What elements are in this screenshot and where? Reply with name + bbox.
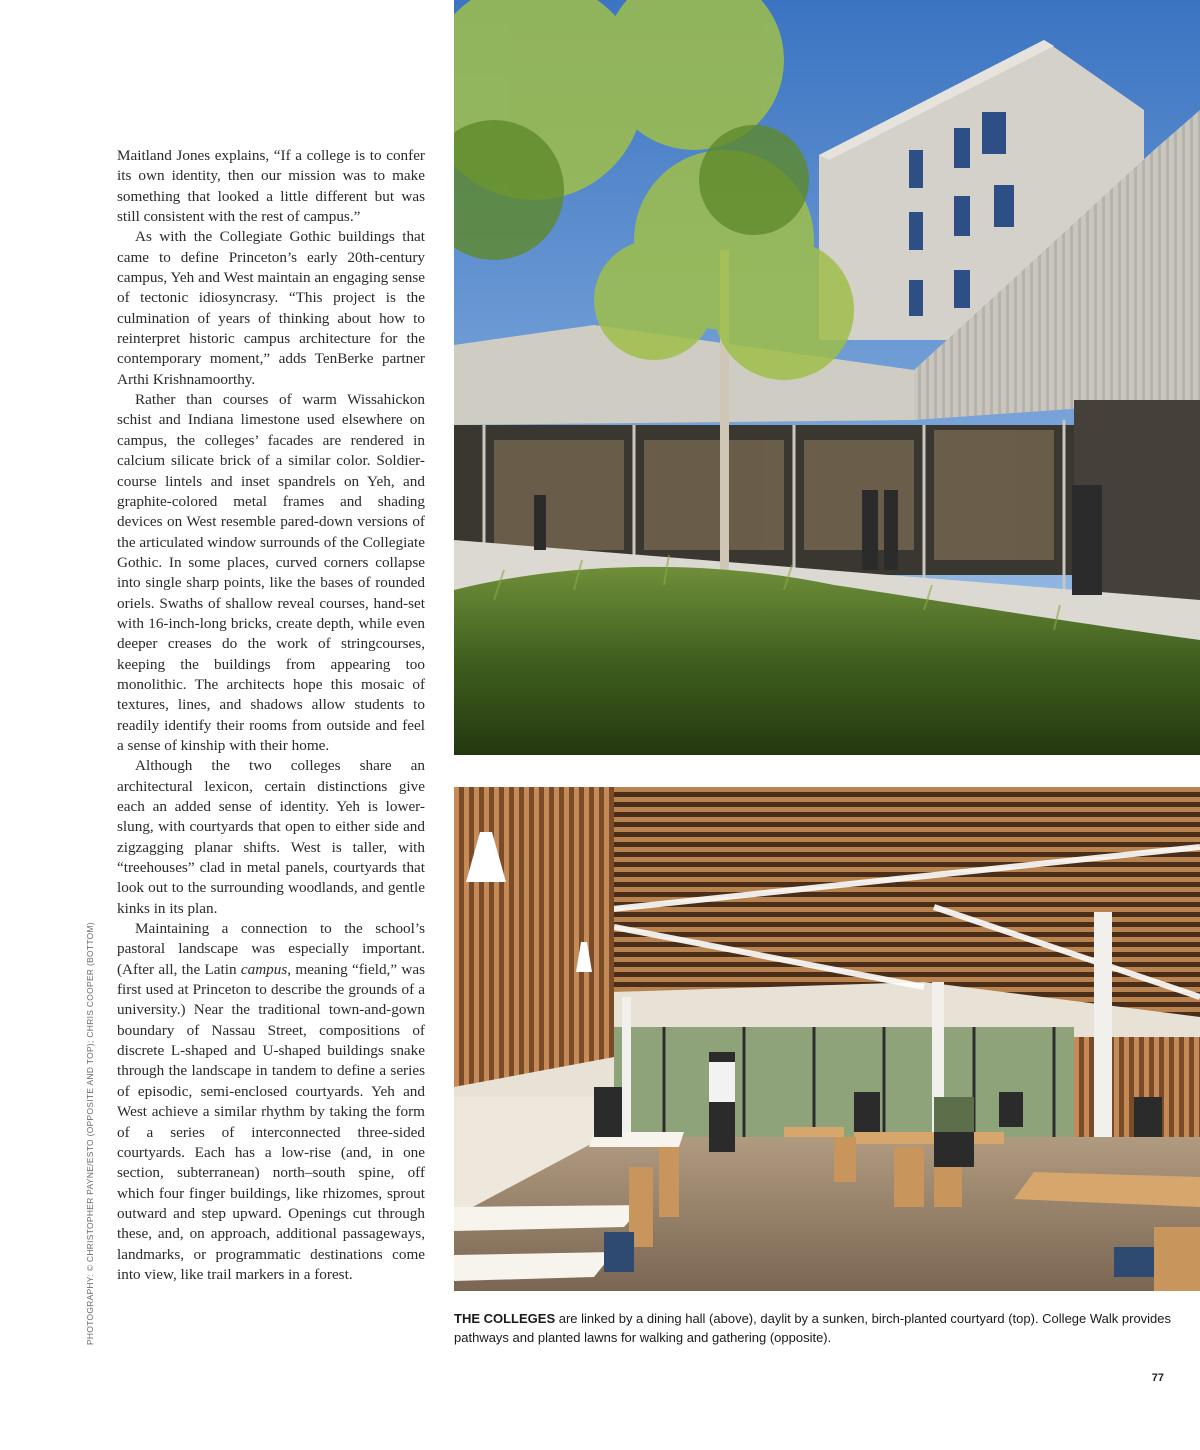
photo-credit: PHOTOGRAPHY: © CHRISTOPHER PAYNE/ESTO (OPPOSITE AND TOP); CHRIS COOPER (BOTTOM) xyxy=(85,921,95,1345)
courtyard-photo xyxy=(454,0,1200,755)
caption-lead: THE COLLEGES xyxy=(454,1311,556,1326)
page-number: 77 xyxy=(1151,1372,1164,1384)
paragraph-text: , meaning “field,” was first used at Princeton to describe the grounds of a university.) Near the traditional town-and-gown boundary of Nassau Street, compositions of discrete L-shaped and U-shaped buildings snake through the landscape in tandem to define a series of episodic, semi-enclosed courtyards. Yeh and West achieve a similar rhythm by taking the form of a series of interconnected three-sided courtyards. Each has a low-rise (and, in one section, subterranean) north–south spine, off which four finger buildings, like rhizomes, sprout outward and step upward. Openings cut through these, and, on approach, additional passageways, landmarks, or programmatic destinations come into view, like trail markers in a forest. xyxy=(117,960,425,1283)
caption-text: are linked by a dining hall (above), daylit by a sunken, birch-planted courtyard (top). College Walk provides pathways and planted lawns for walking and gathering (opposite). xyxy=(454,1311,1172,1345)
photo-caption xyxy=(454,1309,1174,1347)
dining-hall-illustration xyxy=(454,787,1200,1291)
article-paragraph: Although the two colleges share an architectural lexicon, certain distinctions give each an added sense of identity. Yeh is lower-slung, with courtyards that open to either side and zigzagging planar shifts. West is taller, with “treehouses” clad in metal panels, courtyards that look out to the surrounding woodlands, and gentle kinks in its plan. xyxy=(117,757,425,917)
article-paragraph xyxy=(117,919,425,1285)
paragraph-text: Maintaining a connection to the school’s pastoral landscape was especially important. (After all, the Latin xyxy=(117,920,425,978)
italic-term: campus xyxy=(240,960,288,978)
courtyard-illustration xyxy=(454,0,1200,755)
dining-hall-photo xyxy=(454,787,1200,1291)
article-paragraph: Rather than courses of warm Wissahickon schist and Indiana limestone used elsewhere on campus, the colleges’ facades are rendered in calcium silicate brick of a similar color. Soldier-course lintels and inset spandrels on Yeh, and graphite-colored metal frames and shading devices on West resemble pared-down versions of the articulated window surrounds of the Collegiate Gothic. In some places, curved corners collapse into single sharp points, like the bases of rounded oriels. Swaths of shallow reveal courses, hand-set with 16-inch-long bricks, create depth, while even deeper creases do the work of stringcourses, keeping the buildings from appearing too monolithic. The architects hope this mosaic of textures, lines, and shadows allow students to readily identify their rooms from outside and feel a sense of kinship with their home. xyxy=(117,391,425,754)
article-body-column xyxy=(117,146,425,1285)
article-paragraph: Maitland Jones explains, “If a college is to confer its own identity, then our mission was to make something that looked a little different but was still consistent with the rest of campus.” xyxy=(117,147,425,226)
article-paragraph: As with the Collegiate Gothic buildings that came to define Princeton’s early 20th-century campus, Yeh and West maintain an engaging sense of tectonic idiosyncrasy. “This project is the culmination of years of thinking about how to reinterpret historic campus architecture for the contemporary moment,” adds TenBerke partner Arthi Krishnamoorthy. xyxy=(117,228,425,388)
